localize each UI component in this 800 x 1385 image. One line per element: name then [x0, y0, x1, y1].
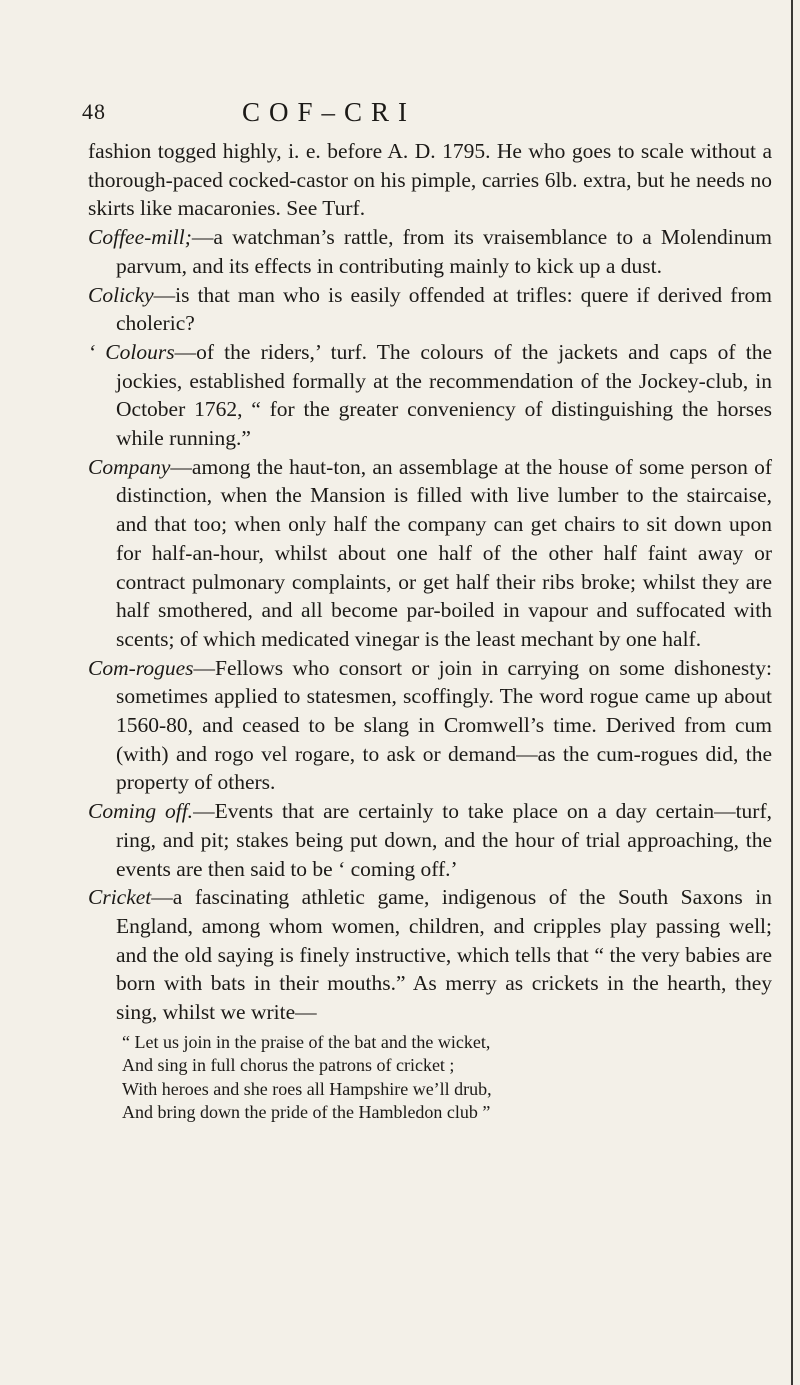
verse-line: “ Let us join in the praise of the bat and the wicket,: [122, 1031, 491, 1052]
entry-text: —among the haut-ton, an assemblage at the house of some person of distinction, when the Mansion is filled with live lumber to the staircaise, and that too; when only half the company can get chairs to sit down upon for half-an-hour, whilst about one half of the other half faint away or contract pulmonary complaints, or get half their ribs broke; whilst they are half smothered, and all become par-boiled in vapour and suffocated with scents; of which medicated vinegar is the least mechant by one half.: [116, 454, 772, 651]
entry-text: —Fellows who consort or join in carrying on some dishonesty: sometimes applied to statesmen, scoffingly. The word rogue came up about 1560-80, and ceased to be slang in Cromwell’s time. Derived from cum (with) and rogo vel rogare, to ask or demand—as the cum-rogues did, the property of others.: [116, 655, 772, 795]
entry-com-rogues: [88, 654, 772, 798]
verse-line: And bring down the pride of the Hambledon club ”: [122, 1102, 491, 1123]
page-edge-line: [791, 0, 793, 1385]
headword: Company: [88, 454, 171, 479]
verse-quotation: [122, 1031, 772, 1125]
headword: Colicky: [88, 282, 154, 307]
page-number: 48: [82, 99, 106, 124]
headword: Coming off.: [88, 799, 194, 824]
entry-text: —a watchman’s rattle, from its vraisemblance to a Molendinum parvum, and its effects in contributing mainly to kick up a dust.: [116, 225, 772, 278]
entry-colicky: [88, 281, 772, 338]
entry-text: —is that man who is easily offended at trifles: quere if derived from choleric?: [116, 282, 772, 336]
entry-coffee-mill: [88, 223, 772, 280]
running-head: COF–CRI: [242, 97, 417, 127]
page-header: [78, 99, 772, 139]
entry-coming-off: [88, 797, 772, 883]
headword: Com-rogues: [88, 655, 194, 680]
headword: ‘ Colours: [88, 339, 175, 364]
verse-line: With heroes and she roes all Hampshire we’ll drub,: [122, 1078, 492, 1099]
entry-text: —of the riders,’ turf. The colours of the jackets and caps of the jockies, established formally at the recommendation of the Jockey-club, in October 1762, “ for the greater conveniency of distinguishing the horses while running.”: [116, 339, 772, 451]
entry-text: —a fascinating athletic game, indigenous of the South Saxons in England, among whom women, children, and cripples play passing well; and the old saying is finely instructive, which tells that “ the very babies are born with bats in their mouths.” As merry as crickets in the hearth, they sing, whilst we write—: [116, 885, 772, 1025]
entry-company: [88, 453, 772, 654]
entry-text: —Events that are certainly to take place on a day certain—turf, ring, and pit; stakes being put down, and the hour of trial approaching, the events are then said to be ‘ coming off.’: [116, 799, 772, 881]
verse-line: And sing in full chorus the patrons of cricket ;: [122, 1055, 455, 1076]
intro-paragraph: fashion togged highly, i. e. before A. D. 1795. He who goes to scale without a thorough-paced cocked-castor on his pimple, carries 6lb. extra, but he needs no skirts like macaronies. See Turf.: [88, 139, 772, 221]
entry-colours: [88, 338, 772, 453]
headword: Cricket: [88, 885, 152, 910]
page-body: [88, 137, 772, 1125]
entry-cricket: [88, 883, 772, 1027]
headword: Coffee-mill;: [88, 225, 192, 250]
